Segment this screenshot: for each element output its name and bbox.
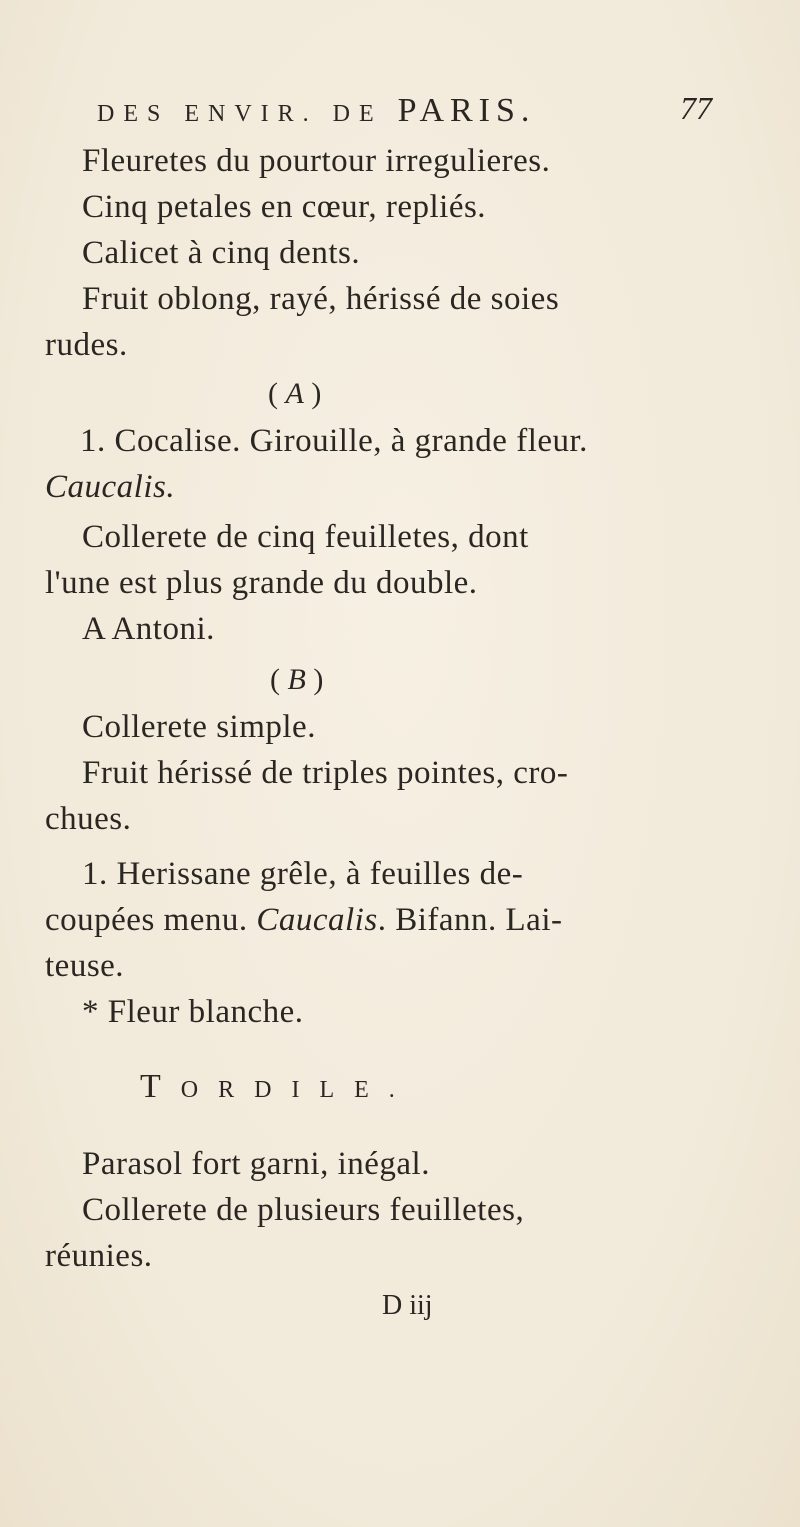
text-line-14: 1. Herissane grêle, à feuilles de- (82, 856, 524, 892)
section-marker-a: ( A ) (268, 377, 322, 410)
text-line-15-a: coupées menu. (45, 902, 257, 938)
text-line-15-b: Caucalis (256, 902, 378, 938)
text-line-15 (45, 904, 562, 937)
text-line-10: A Antoni. (82, 611, 215, 647)
genus-heading-rest: ORDILE. (180, 1077, 415, 1103)
text-line-4: Fruit oblong, rayé, hérissé de soies (82, 281, 560, 317)
text-line-5: rudes. (45, 327, 128, 363)
text-line-17: * Fleur blanche. (82, 994, 304, 1030)
section-marker-b: ( B ) (270, 663, 324, 696)
text-line-16: teuse. (45, 948, 125, 984)
text-line-12: Fruit hérissé de triples pointes, cro- (82, 755, 569, 791)
running-header (97, 92, 722, 130)
genus-heading (140, 1068, 415, 1106)
text-line-9: l'une est plus grande du double. (45, 565, 478, 601)
text-line-20: réunies. (45, 1238, 153, 1274)
text-line-8: Collerete de cinq feuilletes, dont (82, 519, 529, 555)
genus-heading-cap: T (140, 1068, 181, 1105)
text-line-2: Cinq petales en cœur, repliés. (82, 189, 487, 225)
text-line-7: Caucalis. (45, 469, 176, 505)
text-line-15-c: . Bifann. Lai- (377, 902, 563, 938)
text-line-18: Parasol fort garni, inégal. (82, 1146, 430, 1182)
text-line-6: 1. Cocalise. Girouille, à grande fleur. (80, 423, 588, 459)
text-line-13: chues. (45, 801, 132, 837)
section-letter-a: A (285, 377, 304, 410)
page-number: 77 (680, 90, 712, 126)
text-line-1: Fleuretes du pourtour irregulieres. (82, 143, 551, 179)
header-text: DES ENVIR. DE (97, 101, 398, 127)
text-line-11: Collerete simple. (82, 709, 316, 745)
section-letter-b: B (287, 663, 306, 696)
signature-mark: D iij (382, 1290, 433, 1321)
text-line-19: Collerete de plusieurs feuilletes, (82, 1192, 525, 1228)
header-paris: PARIS. (397, 92, 536, 129)
text-line-3: Calicet à cinq dents. (82, 235, 361, 271)
